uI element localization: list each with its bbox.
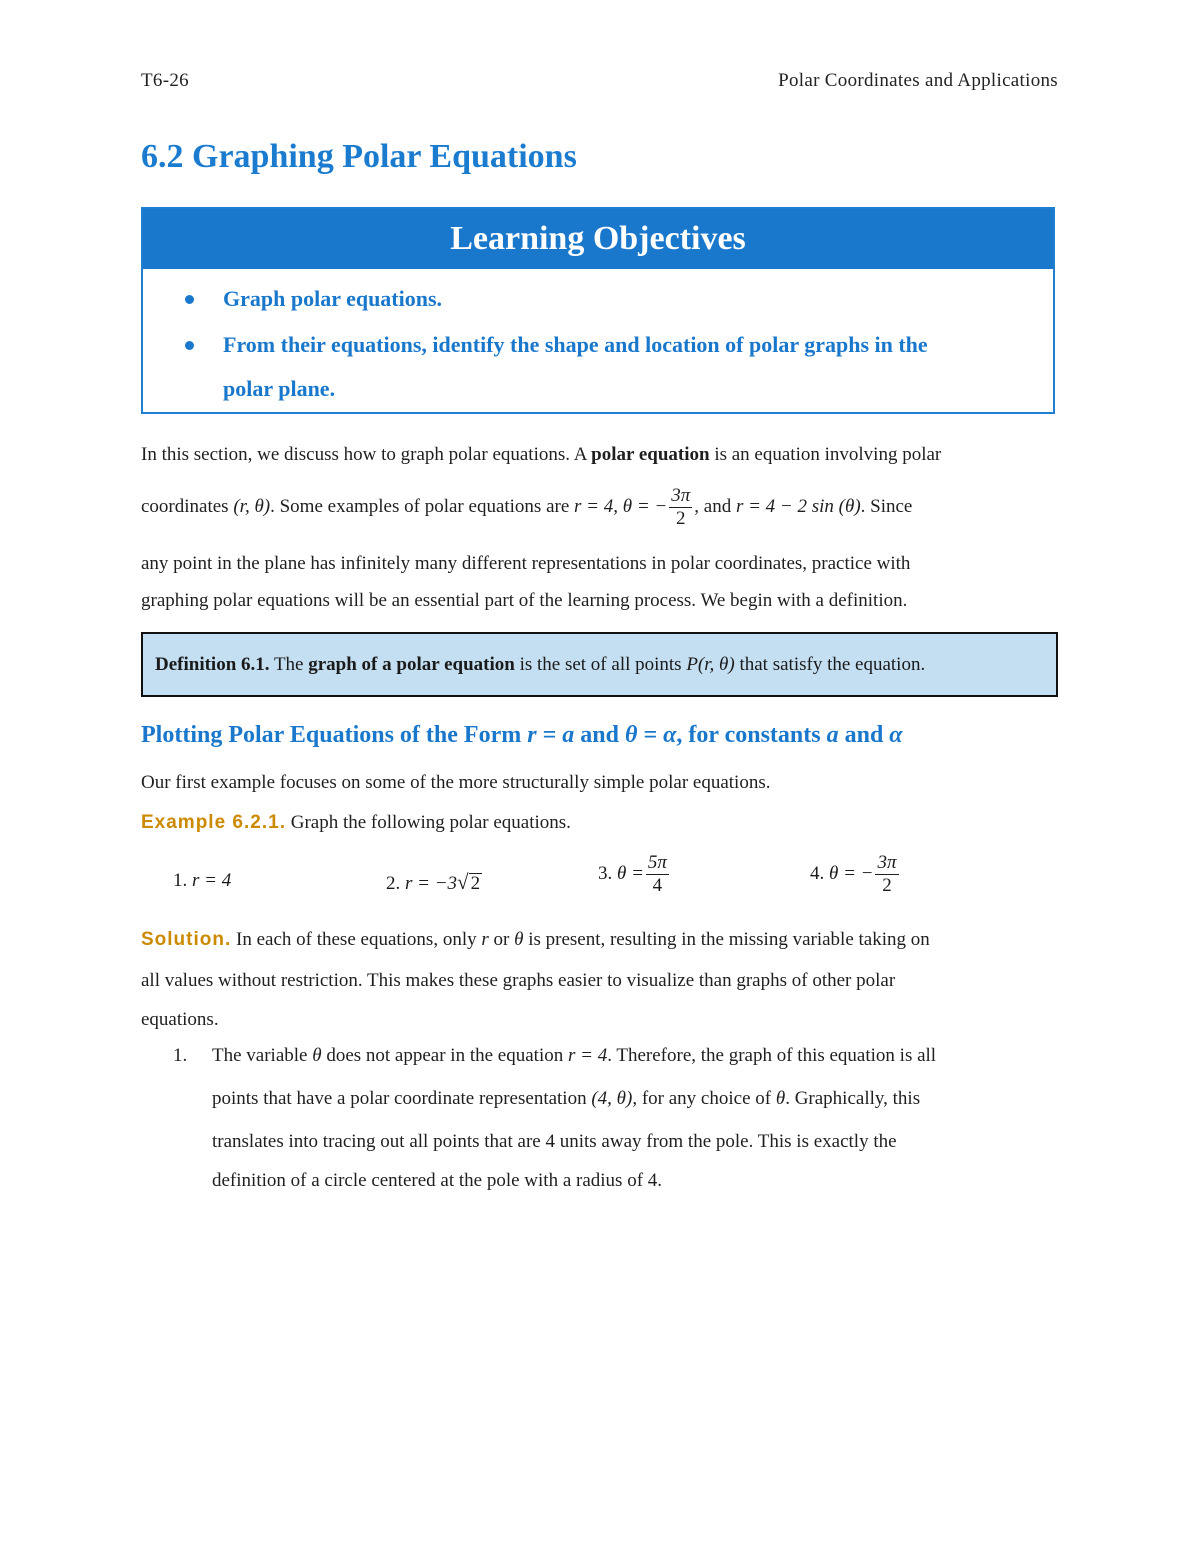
intro-text: , and bbox=[694, 496, 736, 517]
definition-term: graph of a polar equation bbox=[308, 654, 515, 675]
solution-item-number: 1. bbox=[173, 1045, 188, 1066]
math-equation: r = 4 bbox=[567, 1045, 608, 1066]
example-text: Graph the following polar equations. bbox=[285, 812, 571, 833]
heading-text: Plotting Polar Equations of the Form bbox=[141, 722, 528, 748]
solution-item-1-line-4: definition of a circle centered at the pole with a radius of 4. bbox=[212, 1170, 663, 1191]
intro-line-1 bbox=[141, 443, 941, 467]
intro-text: . Since bbox=[860, 496, 913, 517]
fraction-numerator: 3π bbox=[877, 852, 897, 873]
intro-line-2 bbox=[141, 482, 912, 532]
lead-paragraph: Our first example focuses on some of the more structurally simple polar equations. bbox=[141, 772, 771, 793]
math-fraction bbox=[646, 852, 669, 897]
equation-math: r = 4 bbox=[192, 870, 232, 891]
sqrt-radicand: 2 bbox=[470, 873, 481, 894]
solution-item-1-line-1 bbox=[212, 1044, 936, 1068]
heading-math: a bbox=[826, 722, 839, 748]
fraction-denominator: 2 bbox=[882, 875, 892, 896]
math-example-2-lhs: θ = − bbox=[622, 496, 668, 517]
solution-item-1-line-3: translates into tracing out all points that are 4 units away from the pole. This is exactly the bbox=[212, 1131, 897, 1152]
solution-text: points that have a polar coordinate representation bbox=[212, 1088, 592, 1109]
equation-number: 2. bbox=[386, 873, 401, 894]
definition-box bbox=[141, 632, 1058, 697]
equation-math: θ = bbox=[617, 862, 644, 884]
example-line bbox=[141, 811, 571, 835]
definition-text-part: that satisfy the equation. bbox=[734, 654, 926, 675]
equation-number: 4. bbox=[810, 862, 825, 884]
equation-3 bbox=[598, 852, 671, 897]
definition-text-part: is the set of all points bbox=[514, 654, 687, 675]
heading-text: and bbox=[574, 722, 625, 748]
math-coordinates: (4, θ) bbox=[591, 1088, 633, 1109]
running-header-left: T6-26 bbox=[141, 70, 189, 91]
math-fraction bbox=[875, 852, 898, 897]
intro-text: coordinates bbox=[141, 496, 234, 517]
solution-line-1 bbox=[141, 928, 930, 952]
solution-item-1-line-2 bbox=[212, 1087, 920, 1111]
math-r: r bbox=[481, 929, 489, 950]
bullet-icon bbox=[185, 295, 194, 304]
heading-math: r = a bbox=[527, 722, 575, 748]
solution-text: , for any choice of bbox=[632, 1088, 776, 1109]
intro-line-3: any point in the plane has infinitely many different representations in polar coordinates, practice with bbox=[141, 553, 911, 574]
equation-2 bbox=[386, 870, 482, 895]
learning-objectives-title: Learning Objectives bbox=[143, 209, 1053, 269]
math-coordinates: (r, θ) bbox=[233, 496, 271, 517]
definition-label: Definition 6.1. bbox=[155, 654, 270, 675]
fraction-numerator: 3π bbox=[671, 485, 691, 507]
solution-label: Solution. bbox=[141, 929, 232, 950]
intro-text: . Some examples of polar equations are bbox=[270, 496, 575, 517]
heading-math: α bbox=[889, 722, 903, 748]
equation-math: θ = − bbox=[829, 862, 874, 884]
equation-4 bbox=[810, 852, 901, 897]
equation-math: r = −3 bbox=[405, 873, 458, 894]
fraction-numerator: 5π bbox=[647, 852, 667, 873]
math-point: P(r, θ) bbox=[686, 654, 735, 675]
example-label: Example 6.2.1. bbox=[141, 812, 286, 833]
intro-text: In this section, we discuss how to graph polar equations. A bbox=[141, 444, 592, 465]
objective-item-2-continued: polar plane. bbox=[223, 376, 336, 401]
running-header-right: Polar Coordinates and Applications bbox=[778, 70, 1058, 91]
intro-text: is an equation involving polar bbox=[709, 444, 942, 465]
learning-objectives-box bbox=[141, 207, 1055, 414]
heading-text: and bbox=[838, 722, 890, 748]
definition-text-part: The bbox=[269, 654, 309, 675]
heading-text: , for constants bbox=[676, 722, 827, 748]
math-example-3: r = 4 − 2 sin (θ) bbox=[735, 496, 861, 517]
fraction-denominator: 4 bbox=[652, 875, 663, 896]
definition-text bbox=[155, 654, 925, 676]
section-title: 6.2 Graphing Polar Equations bbox=[141, 138, 577, 175]
sqrt-icon: √ bbox=[457, 870, 469, 894]
subsection-heading bbox=[141, 722, 903, 749]
math-example-1: r = 4, bbox=[574, 496, 618, 517]
heading-math: θ = α bbox=[624, 722, 677, 748]
math-fraction bbox=[669, 485, 692, 530]
solution-text: In each of these equations, only bbox=[231, 929, 482, 950]
objective-item-2: From their equations, identify the shape and location of polar graphs in the bbox=[223, 332, 928, 357]
solution-text: The variable bbox=[212, 1045, 313, 1066]
solution-text: . Graphically, this bbox=[785, 1088, 921, 1109]
equation-number: 3. bbox=[598, 862, 613, 884]
fraction-denominator: 2 bbox=[676, 508, 686, 530]
bullet-icon bbox=[185, 341, 194, 350]
solution-text: . Therefore, the graph of this equation is all bbox=[607, 1045, 937, 1066]
solution-line-3: equations. bbox=[141, 1009, 219, 1030]
solution-text: or bbox=[488, 929, 515, 950]
objective-item-1: Graph polar equations. bbox=[223, 286, 443, 311]
math-theta: θ bbox=[312, 1045, 322, 1066]
equation-number: 1. bbox=[173, 870, 188, 891]
solution-text: does not appear in the equation bbox=[321, 1045, 568, 1066]
math-theta: θ bbox=[514, 929, 524, 950]
math-theta: θ bbox=[775, 1088, 786, 1109]
term-polar-equation: polar equation bbox=[591, 444, 710, 465]
solution-line-2: all values without restriction. This makes these graphs easier to visualize than graphs of other polar bbox=[141, 970, 896, 991]
equation-1 bbox=[173, 870, 231, 892]
solution-text: is present, resulting in the missing variable taking on bbox=[523, 929, 930, 950]
intro-line-4: graphing polar equations will be an essential part of the learning process. We begin with a definition. bbox=[141, 590, 908, 611]
